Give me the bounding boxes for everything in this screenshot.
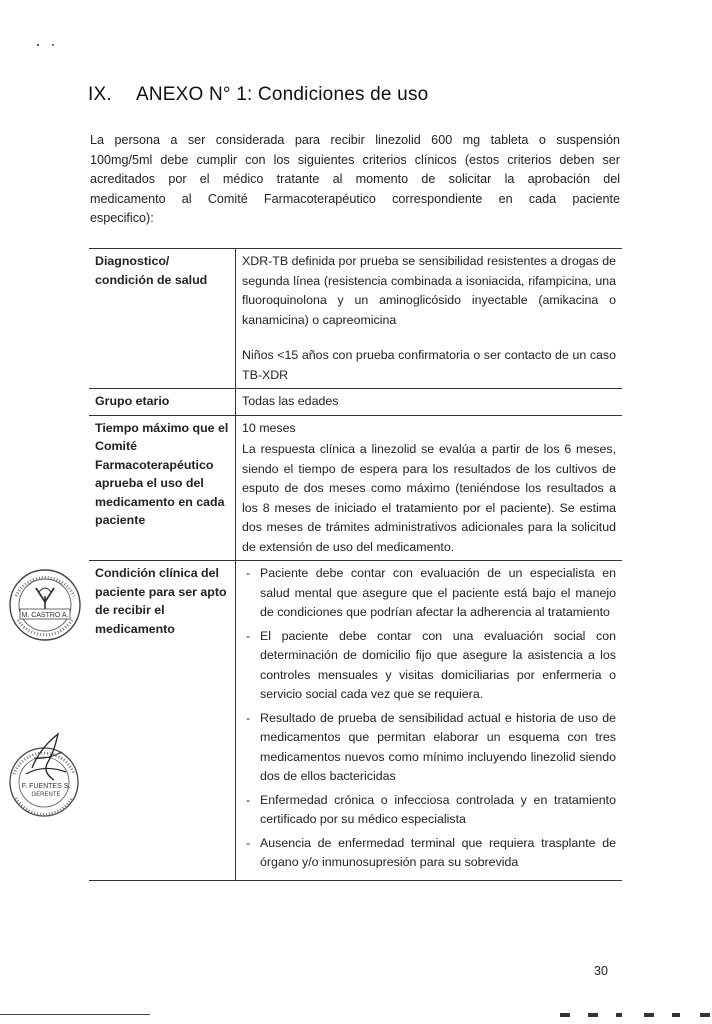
scan-marks (560, 1012, 712, 1018)
row-label: Condición clínica del paciente para ser apto de recibir el medicamento (89, 561, 236, 881)
table-row (89, 389, 622, 416)
list-item: - Ausencia de enfermedad terminal que requiera trasplante de órgano y/o inmunosupresión para su sobrevida (242, 834, 616, 873)
list-item: - El paciente debe contar con una evaluación social con determinación de domicilio fijo que asegure la asistencia a los controles mensuales y visitas domiciliarias por enfermeria o servicio social cada vez que se requiera. (242, 627, 616, 705)
intro-paragraph (90, 131, 620, 229)
intro-line: La persona a ser considerada para recibir linezolid 600 mg tableta o suspensión (90, 133, 620, 147)
list-item: - Enfermedad crónica o infecciosa controlada y en tratamiento certificado por su médico especialista (242, 791, 616, 830)
stamp-name: F. FUENTES S. (21, 783, 71, 790)
stamp-name: M. CASTRO A. (21, 612, 69, 619)
row-label: Grupo etario (89, 389, 236, 416)
stamp-role: GERENTE (31, 792, 61, 798)
intro-line: acreditados por el médico tratante al momento de solicitar la aprobación del (90, 172, 620, 186)
list-item: - Resultado de prueba de sensibilidad actual e historia de uso de medicamentos que permitan elaborar un esquema con tres medicamentos nuevos como mínimo incluyendo linezolid siendo dos de ellos bactericidas (242, 709, 616, 787)
row-paragraph: Todas las edades (242, 394, 339, 408)
row-paragraph: XDR-TB definida por prueba se sensibilidad resistentes a drogas de segunda línea (resistencia combinada a isoniacida, rifampicina, una fluoroquinolona y un aminoglicósido inyectable (amikacina o kanamicina) o capreomicina (242, 254, 616, 327)
list-item: - Paciente debe contar con evaluación de un especialista en salud mental que asegure que el paciente está bajo el manejo de condiciones que podrían afectar la adherencia al tratamiento (242, 564, 616, 623)
section-heading (88, 84, 428, 106)
intro-line: especifico): (90, 211, 154, 225)
footer-rule (0, 1014, 150, 1015)
section-number: IX. (88, 84, 112, 105)
scan-speck (52, 44, 54, 46)
table-row (89, 561, 622, 881)
section-title: ANEXO N° 1: Condiciones de uso (136, 84, 429, 105)
intro-line: medicamento al Comité Farmacoterapéutico correspondiente en cada paciente (90, 191, 620, 206)
table-row (89, 249, 622, 389)
row-paragraph: Niños <15 años con prueba confirmatoria o ser contacto de un caso TB-XDR (242, 348, 616, 382)
conditions-table (89, 248, 622, 881)
table-row (89, 415, 622, 561)
row-value (236, 415, 623, 561)
seal-stamp-icon (6, 566, 84, 644)
row-label: Diagnostico/ condición de salud (89, 249, 236, 389)
signature-stamp-icon (4, 728, 88, 824)
row-value (236, 389, 623, 416)
row-label: Tiempo máximo que el Comité Farmacoterapéutico aprueba el uso del medicamento en cada paciente (89, 415, 236, 561)
row-paragraph: La respuesta clínica a linezolid se evalúa a partir de los 6 meses, siendo el tiempo de espera para los resultados de los cultivos de esputo de dos meses como máximo (teniéndose los resultados a los 8 meses de iniciado el tratamiento por el paciente). Se estima dos meses de trámites administrativos adicionales para la solicitud de extensión de uso del medicamento. (242, 442, 616, 554)
page-number: 30 (594, 964, 608, 978)
criteria-list (242, 564, 616, 873)
scan-speck (37, 44, 39, 46)
row-paragraph: 10 meses (242, 420, 296, 435)
row-value (236, 249, 623, 389)
row-value (236, 561, 623, 881)
intro-line: 100mg/5ml debe cumplir con los siguientes criterios clínicos (estos criterios deben ser (90, 152, 620, 167)
